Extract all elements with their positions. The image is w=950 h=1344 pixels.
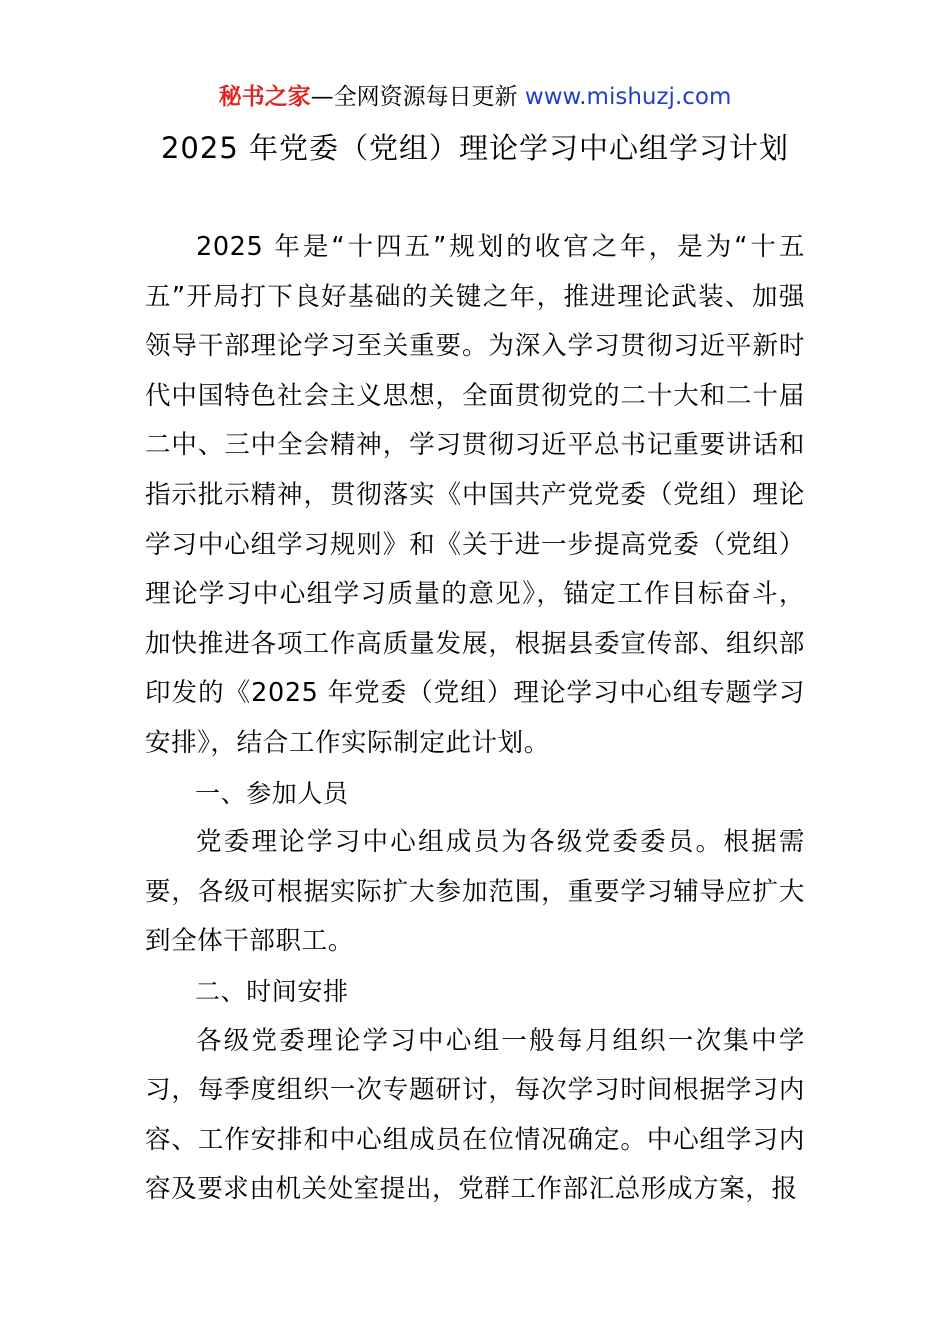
- section-heading-schedule: 二、时间安排: [195, 976, 349, 1006]
- document-title: 2025 年党委（党组）理论学习中心组学习计划: [160, 131, 790, 165]
- header-tagline: —全网资源每日更新: [310, 84, 525, 110]
- section-heading-participants: 一、参加人员: [195, 778, 349, 808]
- schedule-paragraph: 各级党委理论学习中心组一般每月组织一次集中学习，每季度组织一次专题研讨，每次学习时间根据学习内容、工作安排和中心组成员在位情况确定。中心组学习内容及要求由机关处室提出，党群工作部汇总形成方案，报: [145, 1025, 805, 1205]
- document-body: [145, 223, 805, 1215]
- brand-name: 秘书之家: [218, 84, 311, 110]
- site-url[interactable]: www.mishuzj.com: [524, 84, 732, 110]
- participants-paragraph: 党委理论学习中心组成员为各级党委委员。根据需要，各级可根据实际扩大参加范围，重要学习辅导应扩大到全体干部职工。: [145, 827, 805, 957]
- site-header: [0, 80, 950, 114]
- intro-paragraph: 2025 年是“十四五”规划的收官之年，是为“十五五”开局打下良好基础的关键之年，推进理论武装、加强领导干部理论学习至关重要。为深入学习贯彻习近平新时代中国特色社会主义思想，全面贯彻党的二十大和二十届二中、三中全会精神，学习贯彻习近平总书记重要讲话和指示批示精神，贯彻落实《中国共产党党委（党组）理论学习中心组学习规则》和《关于进一步提高党委（党组）理论学习中心组学习质量的意见》，锚定工作目标奋斗，加快推进各项工作高质量发展，根据县委宣传部、组织部印发的《2025 年党委（党组）理论学习中心组专题学习安排》，结合工作实际制定此计划。: [145, 232, 805, 758]
